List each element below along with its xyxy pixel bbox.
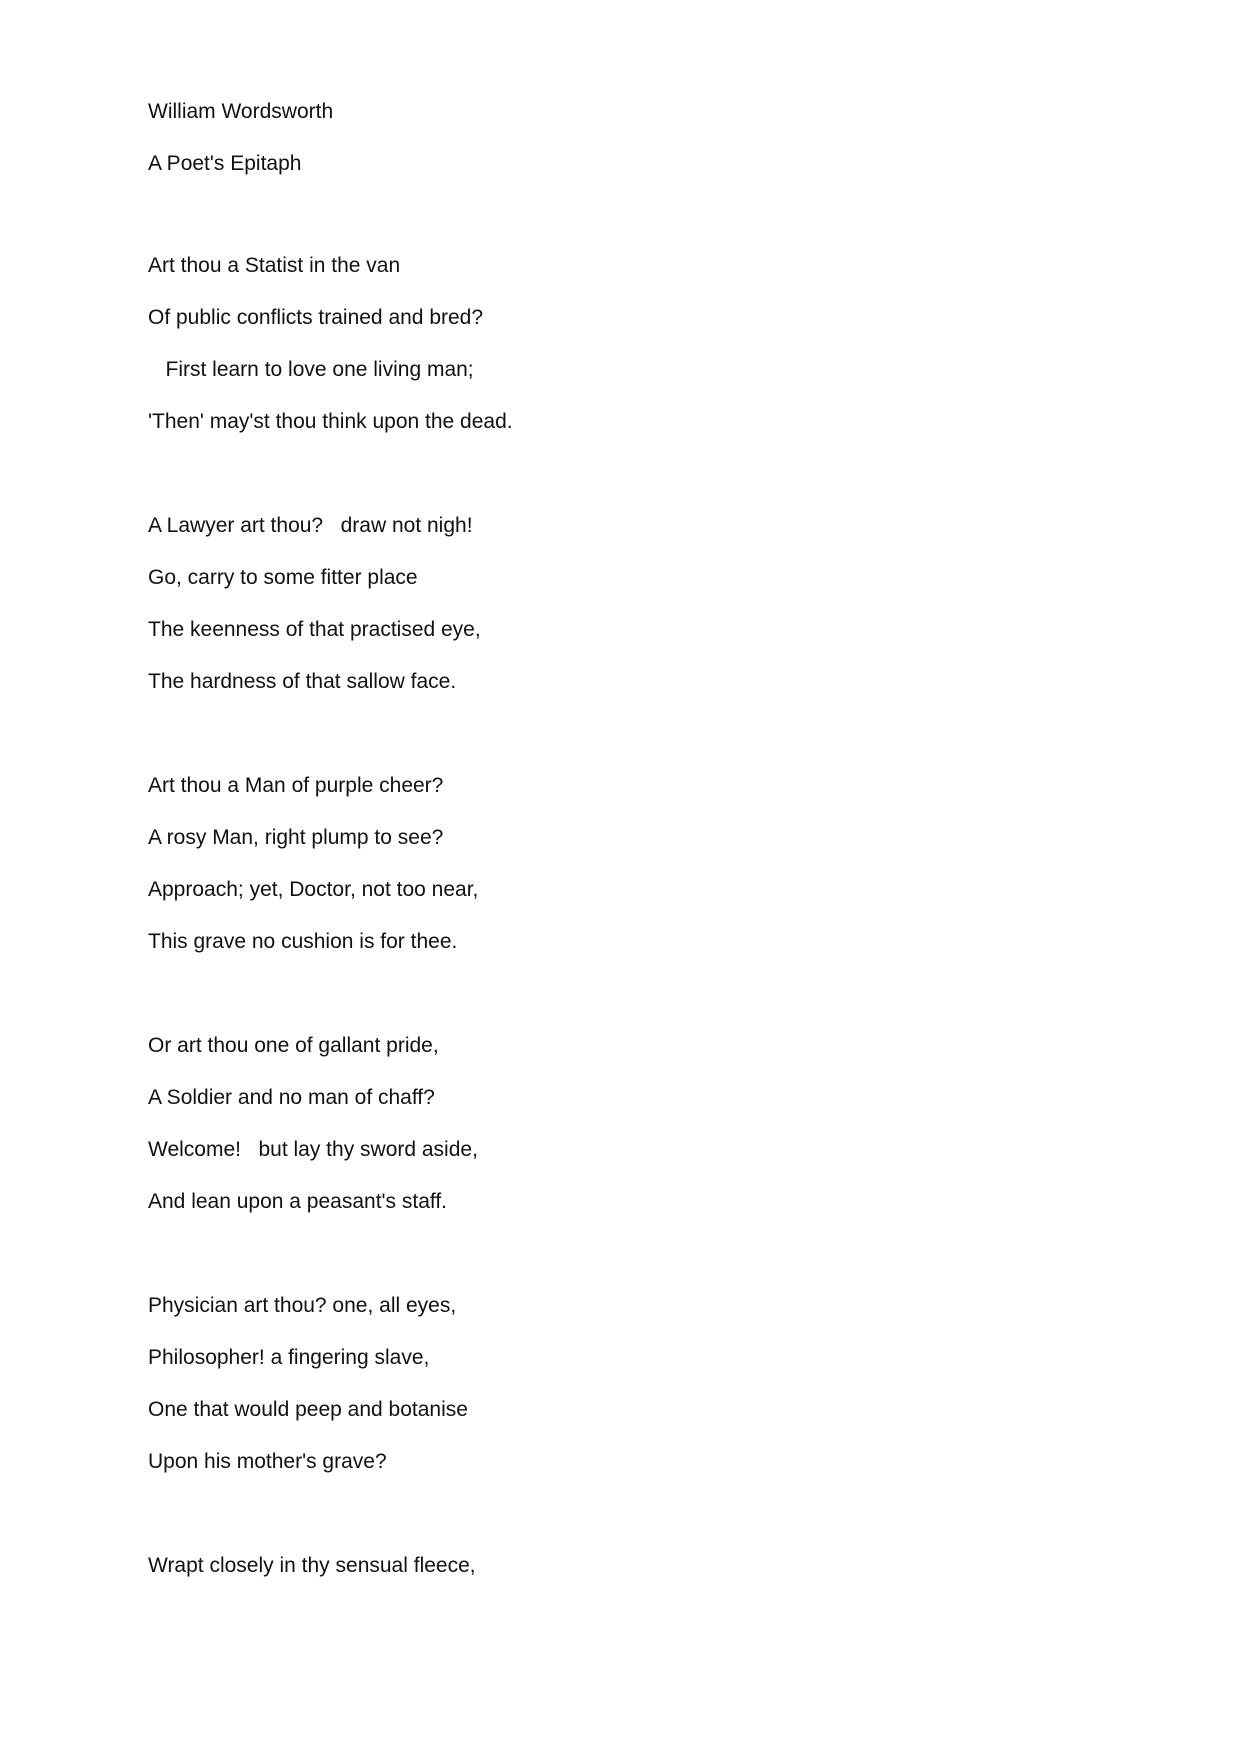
poem-line: The keenness of that practised eye,	[148, 618, 481, 641]
poem-line: Philosopher! a fingering slave,	[148, 1346, 430, 1369]
poem-line: Or art thou one of gallant pride,	[148, 1034, 439, 1057]
author-name: William Wordsworth	[148, 100, 334, 123]
poem-line: And lean upon a peasant's staff.	[148, 1190, 448, 1213]
poem-line: The hardness of that sallow face.	[148, 670, 457, 693]
poem-line: Art thou a Statist in the van	[148, 254, 401, 277]
poem-line: First learn to love one living man;	[148, 358, 474, 381]
poem-line: One that would peep and botanise	[148, 1398, 468, 1421]
poem-line: A rosy Man, right plump to see?	[148, 826, 444, 849]
poem-title: A Poet's Epitaph	[148, 152, 302, 175]
poem-line: Approach; yet, Doctor, not too near,	[148, 878, 479, 901]
poem-line: This grave no cushion is for thee.	[148, 930, 458, 953]
poem-line: Upon his mother's grave?	[148, 1450, 387, 1473]
poem-line: Art thou a Man of purple cheer?	[148, 774, 444, 797]
poem-line: A Soldier and no man of chaff?	[148, 1086, 435, 1109]
poem-line: A Lawyer art thou? draw not nigh!	[148, 514, 473, 537]
poem-line: Go, carry to some fitter place	[148, 566, 418, 589]
poem-line: 'Then' may'st thou think upon the dead.	[148, 410, 513, 433]
poem-line: Of public conflicts trained and bred?	[148, 306, 484, 329]
poem-line: Physician art thou? one, all eyes,	[148, 1294, 457, 1317]
poem-line: Welcome! but lay thy sword aside,	[148, 1138, 478, 1161]
poem-line: Wrapt closely in thy sensual fleece,	[148, 1554, 476, 1577]
